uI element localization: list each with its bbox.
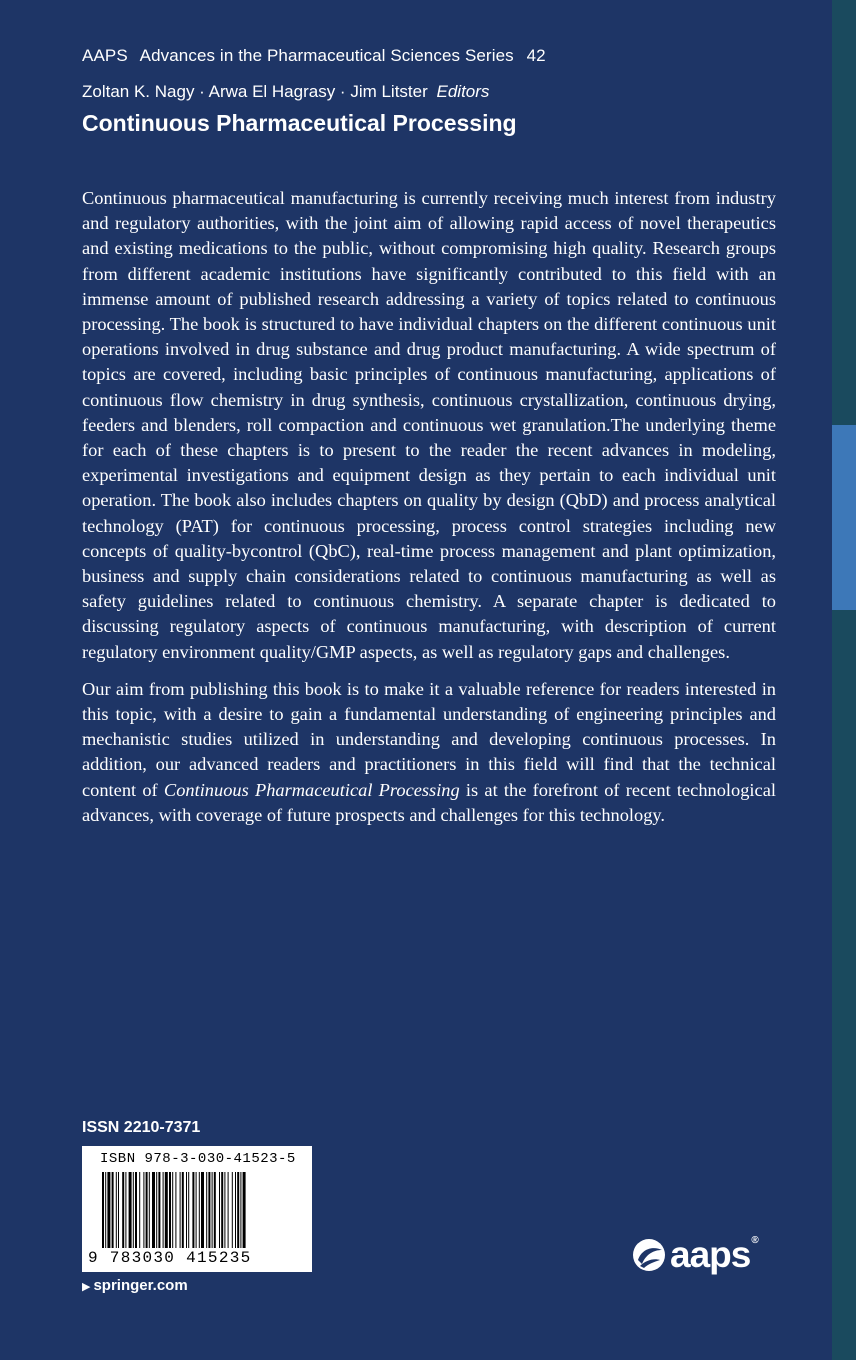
barcode-digits: 9 783030 415235 xyxy=(88,1249,252,1267)
barcode-bar xyxy=(199,1172,200,1248)
back-cover-blurb xyxy=(82,186,776,840)
barcode-bar xyxy=(116,1172,117,1248)
barcode-bar xyxy=(201,1172,204,1248)
barcode-bar xyxy=(143,1172,144,1248)
barcode-bar xyxy=(221,1172,223,1248)
aaps-logo xyxy=(632,1236,758,1273)
barcode-bar xyxy=(182,1172,184,1248)
barcode-bar xyxy=(235,1172,236,1248)
barcode-bar xyxy=(107,1172,110,1248)
barcode-bar xyxy=(180,1172,181,1248)
barcode-bar xyxy=(172,1172,173,1248)
editors-line xyxy=(82,82,489,102)
barcode-bar xyxy=(139,1172,140,1248)
barcode-bar xyxy=(158,1172,160,1248)
barcode-bar xyxy=(169,1172,171,1248)
barcode-icon xyxy=(102,1172,298,1248)
blurb-paragraph-2 xyxy=(82,677,776,828)
barcode-bar xyxy=(219,1172,220,1248)
barcode-bar xyxy=(105,1172,106,1248)
blurb-paragraph-1: Continuous pharmaceutical manufacturing is currently receiving much interest from industry and regulatory authorities, with the joint aim of allowing rapid access of novel therapeutics and existing medications to the public, without compromising high quality. Research groups from different academic institutions have significantly contributed to this field with an immense amount of published research addressing a variety of topics related to continuous processing. The book is structured to have individual chapters on the different continuous unit operations involved in drug substance and drug product manufacturing. A wide spectrum of topics are covered, including basic principles of continuous manufacturing, applications of continuous flow chemistry in drug synthesis, continuous crystallization, continuous drying, feeders and blenders, roll compaction and continuous wet granulation.The underlying theme for each of these chapters is to present to the reader the recent advances in modeling, experimental investigations and equipment design as they pertain to each individual unit operation. The book also includes chapters on quality by design (QbD) and process analytical technology (PAT) for continuous processing, process control strategies including new concepts of quality-bycontrol (QbC), real-time process management and plant optimization, business and supply chain considerations related to continuous manufacturing as well as safety guidelines related to continuous chemistry. A separate chapter is dedicated to discussing regulatory aspects of continuous manufacturing, with description of current regulatory environment quality/GMP aspects, as well as regulatory gaps and challenges. xyxy=(82,188,776,662)
blurb-book-title-italic: Continuous Pharmaceutical Processing xyxy=(163,779,460,800)
barcode-bar xyxy=(208,1172,210,1248)
series-publisher: AAPS xyxy=(82,46,128,65)
barcode-box xyxy=(82,1146,312,1272)
play-arrow-icon: ▶ xyxy=(82,1281,91,1293)
isbn-label: ISBN 978-3-030-41523-5 xyxy=(100,1151,296,1167)
barcode-bar xyxy=(102,1172,104,1248)
barcode-bar xyxy=(214,1172,216,1248)
spine-accent-bar xyxy=(832,425,856,610)
barcode-bar xyxy=(186,1172,187,1248)
barcode-bar xyxy=(118,1172,119,1248)
series-volume: 42 xyxy=(526,46,546,65)
barcode-bar xyxy=(175,1172,176,1248)
registered-mark: ® xyxy=(751,1235,758,1246)
barcode-bar xyxy=(163,1172,164,1248)
blurb-paragraph-2-end: is at the forefront of recent technological advances, with coverage of future prospects and challenges for this technology. xyxy=(82,779,776,825)
barcode-bar xyxy=(125,1172,126,1248)
website-text: springer.com xyxy=(93,1277,188,1294)
barcode-bar xyxy=(237,1172,239,1248)
barcode-bar xyxy=(146,1172,148,1248)
barcode-bar xyxy=(129,1172,132,1248)
issn-label: ISSN 2210-7371 xyxy=(82,1119,201,1136)
barcode-bar xyxy=(240,1172,241,1248)
spine-strip xyxy=(832,0,856,1360)
barcode-bar xyxy=(224,1172,225,1248)
editor-role: Editors xyxy=(436,82,490,101)
barcode-bar xyxy=(212,1172,213,1248)
series-name: Advances in the Pharmaceutical Sciences Series xyxy=(139,46,514,65)
barcode-bar xyxy=(112,1172,114,1248)
barcode-bar xyxy=(192,1172,194,1248)
aaps-swirl-icon xyxy=(632,1238,666,1272)
barcode-bar xyxy=(228,1172,229,1248)
barcode-bar xyxy=(149,1172,150,1248)
barcode-bar xyxy=(165,1172,168,1248)
barcode-bar xyxy=(243,1172,246,1248)
series-line xyxy=(82,46,554,66)
aaps-logo-text xyxy=(670,1236,758,1273)
barcode-bar xyxy=(152,1172,155,1248)
aaps-logo-word: aaps xyxy=(670,1234,751,1275)
editor-names: Zoltan K. Nagy · Arwa El Hagrasy · Jim Litster xyxy=(82,82,428,101)
barcode-bar xyxy=(156,1172,157,1248)
barcode-bar xyxy=(206,1172,207,1248)
barcode-bar xyxy=(232,1172,233,1248)
publisher-website-link[interactable] xyxy=(82,1277,188,1294)
blurb-paragraph-2-start: Our aim from publishing this book is to make it a valuable reference for readers interested in this topic, with a desire to gain a fundamental understanding of engineering principles and mechanistic studies utilized in understanding and developing continuous processes. In addition, our advanced readers and practitioners in this field will find that the technical content of xyxy=(82,678,776,800)
barcode-bar xyxy=(196,1172,197,1248)
barcode-bar xyxy=(133,1172,134,1248)
book-title: Continuous Pharmaceutical Processing xyxy=(82,110,517,136)
barcode-bar xyxy=(122,1172,124,1248)
barcode-bar xyxy=(188,1172,189,1248)
barcode-bar xyxy=(135,1172,137,1248)
